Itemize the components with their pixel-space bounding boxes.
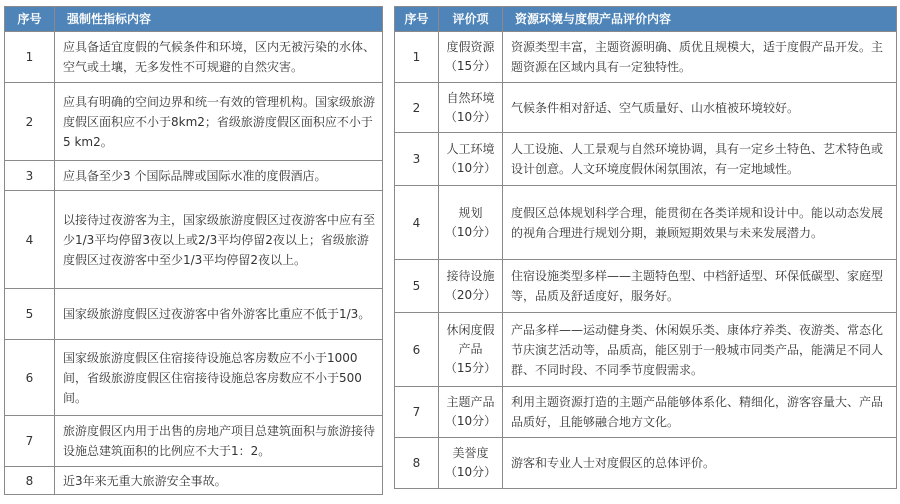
item-name: 美誉度 bbox=[452, 446, 489, 460]
item-score: （10分） bbox=[444, 224, 497, 239]
table-row bbox=[395, 186, 897, 260]
row-number: 5 bbox=[5, 289, 55, 340]
table-row bbox=[395, 260, 897, 313]
item-name: 规划 bbox=[458, 205, 483, 220]
row-number: 3 bbox=[395, 133, 439, 186]
item-name: 接待设施 bbox=[446, 269, 495, 283]
table-row bbox=[395, 387, 897, 438]
table-row bbox=[395, 83, 897, 133]
item-score: （15分） bbox=[444, 59, 497, 73]
row-number: 1 bbox=[395, 32, 439, 83]
row-text: 游客和专业人士对度假区的总体评价。 bbox=[503, 438, 897, 489]
table-row bbox=[395, 133, 897, 186]
evaluation-item bbox=[439, 32, 503, 83]
evaluation-item bbox=[439, 313, 503, 387]
table-header-row bbox=[395, 7, 897, 32]
row-text: 度假区总体规划科学合理，能贯彻在各类详规和设计中。能以动态发展的视角合理进行规划分期，兼顾短期效果与未来发展潜力。 bbox=[503, 186, 897, 260]
table-row bbox=[395, 32, 897, 83]
evaluation-item bbox=[439, 260, 503, 313]
table-row bbox=[5, 289, 383, 340]
evaluation-item bbox=[439, 83, 503, 133]
row-text: 住宿设施类型多样——主题特色型、中档舒适型、环保低碳型、家庭型等，品质及舒适度好，服务好。 bbox=[503, 260, 897, 313]
row-number: 4 bbox=[395, 186, 439, 260]
item-score: （10分） bbox=[444, 161, 497, 175]
row-number: 2 bbox=[395, 83, 439, 133]
item-score: （20分） bbox=[444, 288, 497, 302]
row-number: 7 bbox=[5, 416, 55, 467]
table-row bbox=[5, 191, 383, 289]
header-no: 序号 bbox=[395, 7, 439, 32]
row-number: 6 bbox=[395, 313, 439, 387]
evaluation-item bbox=[439, 186, 503, 260]
table-row bbox=[5, 340, 383, 416]
item-score: （10分） bbox=[444, 465, 497, 479]
table-row bbox=[5, 467, 383, 495]
row-number: 5 bbox=[395, 260, 439, 313]
row-text: 人工设施、人工景观与自然环境协调，具有一定乡土特色、艺术特色或设计创意。人文环境度假休闲氛围浓，有一定地域性。 bbox=[503, 133, 897, 186]
row-text: 国家级旅游度假区过夜游客中省外游客比重应不低于1/3。 bbox=[55, 289, 383, 340]
resort-evaluation-table bbox=[394, 6, 897, 489]
row-text: 资源类型丰富，主题资源明确、质优且规模大，适于度假产品开发。主题资源在区域内具有一定独特性。 bbox=[503, 32, 897, 83]
row-text: 应具备适宜度假的气候条件和环境，区内无被污染的水体、空气或土壤，无多发性不可规避的自然灾害。 bbox=[55, 32, 383, 83]
table-row bbox=[5, 83, 383, 161]
header-no: 序号 bbox=[5, 7, 55, 32]
mandatory-indicators-table bbox=[4, 6, 383, 495]
header-content: 资源环境与度假产品评价内容 bbox=[503, 7, 897, 32]
header-item: 评价项 bbox=[439, 7, 503, 32]
row-text: 利用主题资源打造的主题产品能够体系化、精细化，游客容量大、产品品质好，且能够融合地方文化。 bbox=[503, 387, 897, 438]
table-row bbox=[395, 438, 897, 489]
header-content: 强制性指标内容 bbox=[55, 7, 383, 32]
row-number: 6 bbox=[5, 340, 55, 416]
row-number: 8 bbox=[395, 438, 439, 489]
row-text: 应具有明确的空间边界和统一有效的管理机构。国家级旅游度假区面积应不小于8km2；省级旅游度假区面积应不小于5 km2。 bbox=[55, 83, 383, 161]
table-header-row bbox=[5, 7, 383, 32]
table-row bbox=[395, 313, 897, 387]
row-number: 3 bbox=[5, 161, 55, 191]
row-number: 8 bbox=[5, 467, 55, 495]
item-name: 休闲度假产品 bbox=[446, 323, 495, 356]
item-score: （10分） bbox=[444, 414, 497, 428]
row-number: 2 bbox=[5, 83, 55, 161]
table-row bbox=[5, 32, 383, 83]
evaluation-item bbox=[439, 438, 503, 489]
evaluation-item bbox=[439, 133, 503, 186]
table-row bbox=[5, 416, 383, 467]
row-text: 产品多样——运动健身类、休闲娱乐类、康体疗养类、夜游类、常态化节庆演艺活动等，品质高，能区别于一般城市同类产品，能满足不同人群、不同时段、不同季节度假需求。 bbox=[503, 313, 897, 387]
table-row bbox=[5, 161, 383, 191]
item-name: 自然环境 bbox=[446, 90, 495, 105]
row-text: 国家级旅游度假区住宿接待设施总客房数应不小于1000间，省级旅游度假区住宿接待设施总客房数应不小于500间。 bbox=[55, 340, 383, 416]
row-text: 气候条件相对舒适、空气质量好、山水植被环境较好。 bbox=[503, 83, 897, 133]
item-name: 度假资源 bbox=[446, 40, 495, 54]
row-text: 近3年来无重大旅游安全事故。 bbox=[55, 467, 383, 495]
item-score: （15分） bbox=[444, 361, 497, 375]
row-text: 应具备至少3 个国际品牌或国际水准的度假酒店。 bbox=[55, 161, 383, 191]
item-name: 人工环境 bbox=[446, 142, 495, 156]
item-score: （10分） bbox=[444, 109, 497, 124]
row-text: 旅游度假区内用于出售的房地产项目总建筑面积与旅游接待设施总建筑面积的比例应不大于1：2。 bbox=[55, 416, 383, 467]
row-number: 7 bbox=[395, 387, 439, 438]
row-number: 4 bbox=[5, 191, 55, 289]
item-name: 主题产品 bbox=[446, 395, 495, 409]
evaluation-item bbox=[439, 387, 503, 438]
row-number: 1 bbox=[5, 32, 55, 83]
row-text: 以接待过夜游客为主，国家级旅游度假区过夜游客中应有至少1/3平均停留3夜以上或2/3平均停留2夜以上；省级旅游度假区过夜游客中至少1/3平均停留2夜以上。 bbox=[55, 191, 383, 289]
